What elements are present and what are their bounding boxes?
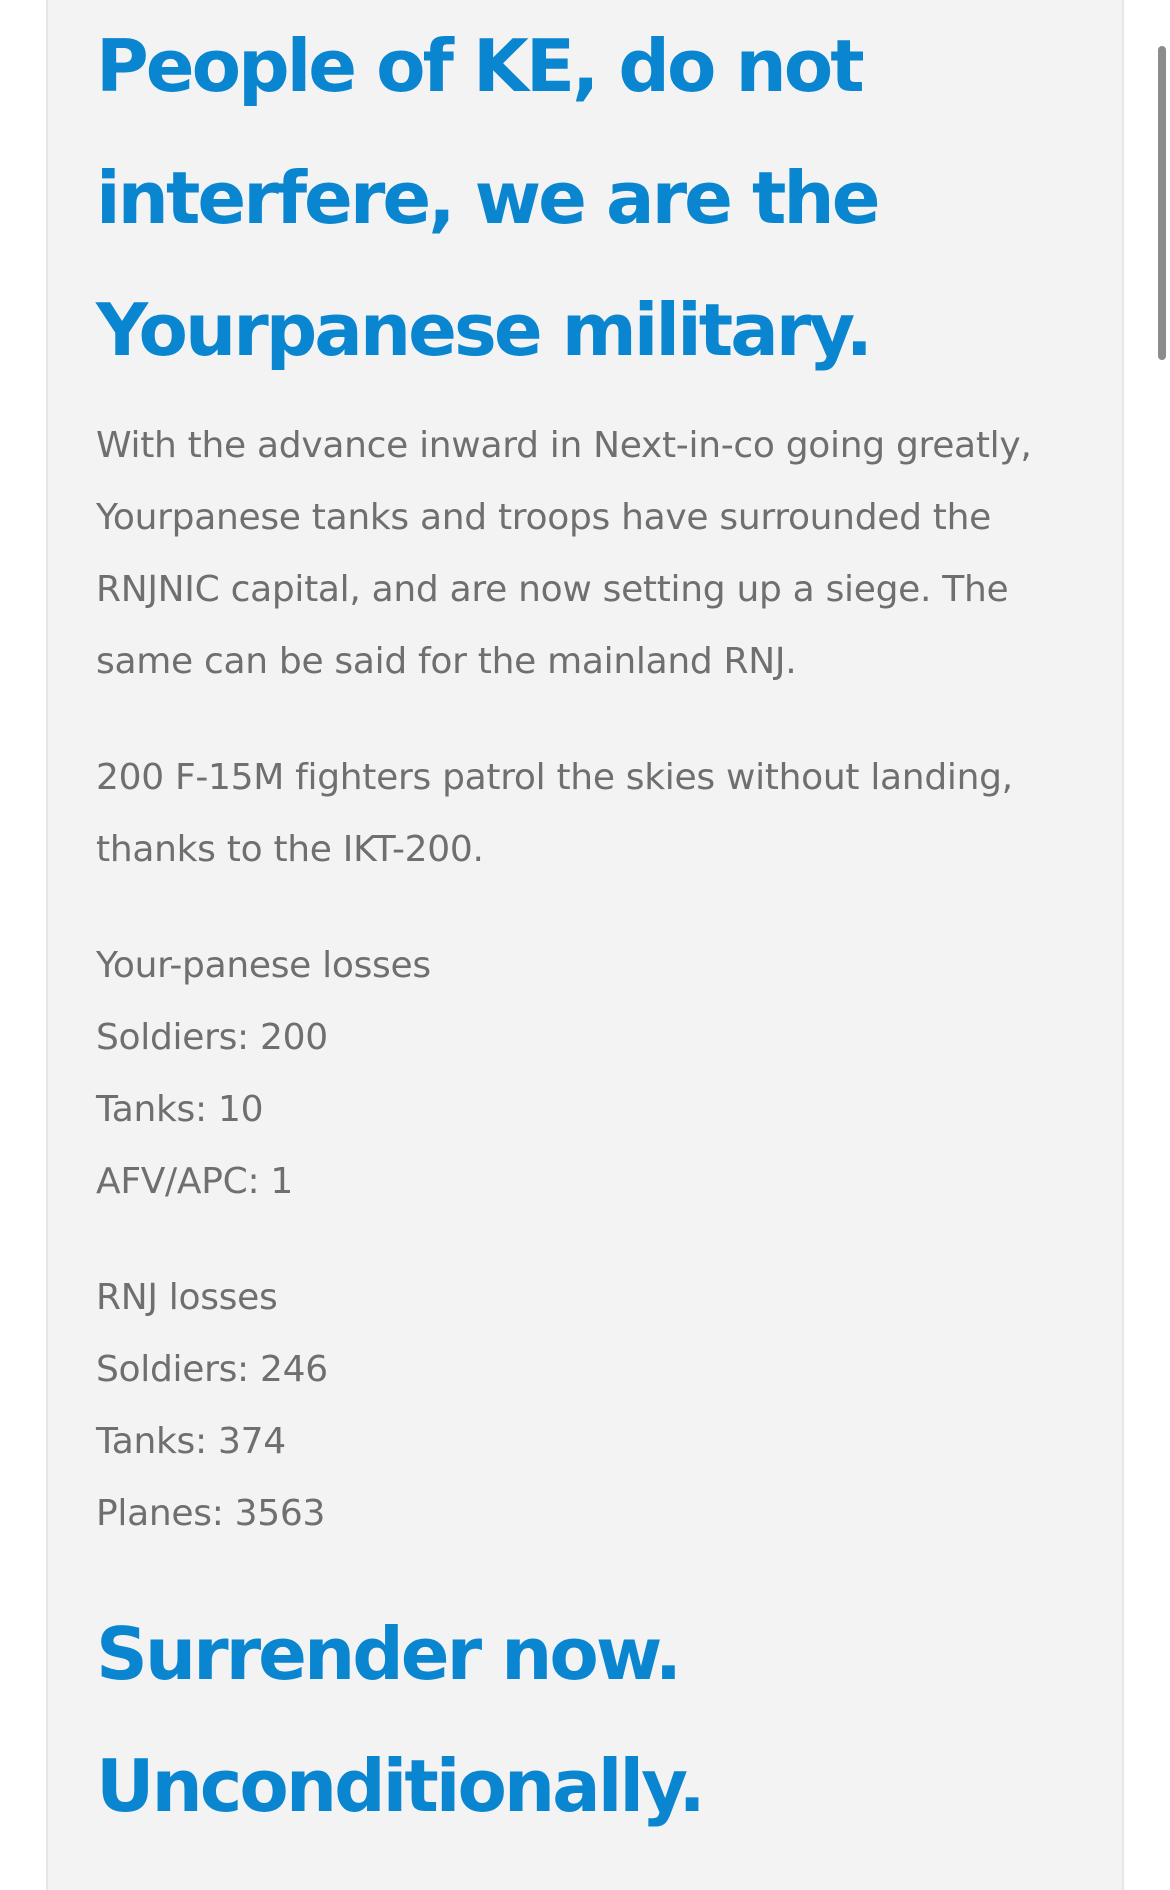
- yourpanese-losses-heading: Your-panese losses: [96, 945, 431, 986]
- rnj-losses-tanks: Tanks: 374: [96, 1421, 286, 1462]
- yourpanese-losses-afv-apc: AFV/APC: 1: [96, 1161, 294, 1202]
- article-content: [96, 0, 1086, 1852]
- rnj-losses-heading: RNJ losses: [96, 1277, 278, 1318]
- article-paragraph-fighters: 200 F-15M fighters patrol the skies without landing, thanks to the IKT-200.: [96, 757, 1013, 870]
- rnj-losses-soldiers: Soldiers: 246: [96, 1349, 328, 1390]
- rnj-losses-block: [96, 1262, 1086, 1550]
- yourpanese-losses-tanks: Tanks: 10: [96, 1089, 264, 1130]
- yourpanese-losses-block: [96, 930, 1086, 1218]
- rnj-losses-planes: Planes: 3563: [96, 1493, 326, 1534]
- closing-line-surrender: Surrender now.: [96, 1612, 680, 1696]
- article-paragraph-advance: With the advance inward in Next-in-co going greatly, Yourpanese tanks and troops have surrounded the RNJNIC capital, and are now setting up a siege. The same can be said for the mainland RNJ.: [96, 425, 1032, 682]
- closing-heading: [96, 1588, 1086, 1852]
- closing-line-unconditionally: Unconditionally.: [96, 1744, 703, 1828]
- article-card: [46, 0, 1124, 1890]
- yourpanese-losses-soldiers: Soldiers: 200: [96, 1017, 328, 1058]
- page-scrollbar[interactable]: [1158, 46, 1166, 360]
- article-title: People of KE, do not interfere, we are the Yourpanese military.: [96, 24, 878, 372]
